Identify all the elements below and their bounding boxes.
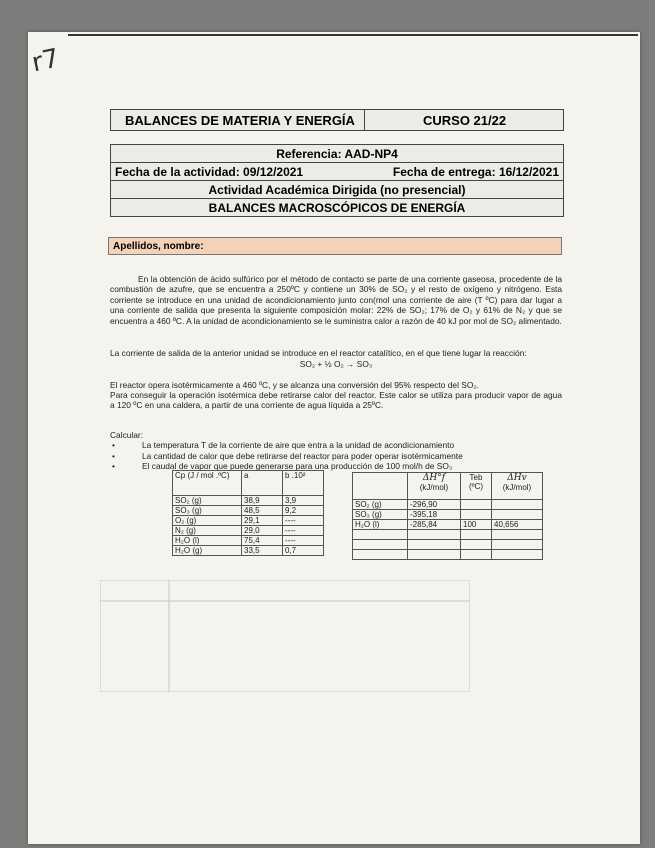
table-header: ΔHv (kJ/mol)	[492, 473, 543, 500]
table-row	[353, 540, 543, 550]
delivery-date: Fecha de entrega: 16/12/2021	[392, 164, 559, 179]
bleed-through-line	[100, 600, 470, 602]
table-row	[353, 530, 543, 540]
enthalpy-table	[352, 472, 543, 560]
dates-row	[111, 163, 563, 181]
name-field: Apellidos, nombre:	[108, 237, 562, 255]
table-row: SO₃ (g) 48,5 9,2	[173, 506, 324, 516]
table-row: H₂O (l) 75,4 ----	[173, 536, 324, 546]
table-row: SO₂ (g) 38,9 3,9	[173, 496, 324, 506]
heat-capacity-table	[172, 470, 324, 556]
topic-row: BALANCES MACROSCÓPICOS DE ENERGÍA	[208, 200, 466, 215]
document-page	[28, 32, 640, 844]
bleed-through-table-shadow	[100, 580, 470, 692]
table-header: b .10²	[283, 471, 324, 496]
table-header: Teb (ºC)	[461, 473, 492, 500]
table-row	[353, 550, 543, 560]
table-row: N₂ (g) 29,0 ----	[173, 526, 324, 536]
reaction-equation: SO₂ + ½ O₂ → SO₃	[299, 359, 373, 369]
calculation-list	[110, 430, 562, 472]
vaporization-enthalpy-symbol: ΔHv	[507, 473, 527, 483]
activity-type-row: Actividad Académica Dirigida (no presencial)	[111, 181, 563, 199]
bullet-icon: •	[112, 440, 115, 451]
handwritten-margin-mark: r7	[29, 43, 63, 79]
problem-paragraph-3: El reactor opera isotérmicamente a 460 ºC, y se alcanza una conversión del 95% respecto del SO₂.	[110, 380, 479, 390]
course-header	[110, 109, 564, 131]
list-item: • La cantidad de calor que debe retirarse del reactor para poder operar isotérmicamente	[112, 450, 463, 461]
bleed-through-line	[168, 580, 170, 692]
table-row: SO₂ (g) -296,90	[353, 500, 543, 510]
table-row: H₂O (l) -285,84 100 40,656	[353, 520, 543, 530]
table-header	[353, 473, 408, 500]
table-header: ΔH°f (kJ/mol)	[408, 473, 461, 500]
table-header: a	[242, 471, 283, 496]
bullet-icon: •	[112, 450, 115, 461]
course-label: CURSO 21/22	[423, 112, 507, 128]
list-item: • El caudal de vapor que puede generarse para una producción de 100 mol/h de SO₃	[112, 461, 453, 472]
table-row: O₂ (g) 29,1 ----	[173, 516, 324, 526]
formation-enthalpy-symbol: ΔH°f	[422, 473, 446, 483]
problem-paragraph-4: Para conseguir la operación isotérmica debe retirarse calor del reactor. Este calor se utiliza para producir vapor de agua a 120 ºC en una caldera, a partir de una corriente de agua líquida a 25ºC.	[110, 390, 562, 411]
bullet-icon: •	[112, 461, 115, 472]
activity-date: Fecha de la actividad: 09/12/2021	[115, 164, 304, 179]
top-edge-line	[68, 34, 638, 36]
problem-paragraph-1: En la obtención de ácido sulfúrico por el método de contacto se parte de una corriente gaseosa, procedente de la combustión de azufre, que se encuentra a 250ºC y contiene un 30% de SO₂ y el resto de oxígeno y nitrógeno. Esta corriente se introduce en una unidad de acondicionamiento junto con(mol una corriente de aire (T ºC) para dar lugar a una corriente de salida que presenta la siguiente composición molar: 22% de SO₂; 17% de O₂ y 61% de N₂ y que se encuentra a 460 ºC. A la unidad de acondicionamiento se le suministra calor a razón de 40 kJ por mol de SO₂ alimentado.	[110, 274, 562, 326]
subject-title: BALANCES DE MATERIA Y ENERGÍA	[111, 110, 365, 130]
table-row: SO₃ (g) -395,18	[353, 510, 543, 520]
activity-header-box	[110, 144, 564, 217]
table-header: Cp (J / mol .ºC)	[173, 471, 242, 496]
problem-paragraph-2: La corriente de salida de la anterior unidad se introduce en el reactor catalítico, en el que tiene lugar la reacción:	[110, 348, 527, 358]
reference-row: Referencia: AAD-NP4	[111, 145, 563, 163]
table-row: H₂O (g) 33,5 0,7	[173, 546, 324, 556]
list-item: • La temperatura T de la corriente de aire que entra a la unidad de acondicionamiento	[112, 440, 455, 451]
calc-title: Calcular:	[110, 430, 144, 440]
